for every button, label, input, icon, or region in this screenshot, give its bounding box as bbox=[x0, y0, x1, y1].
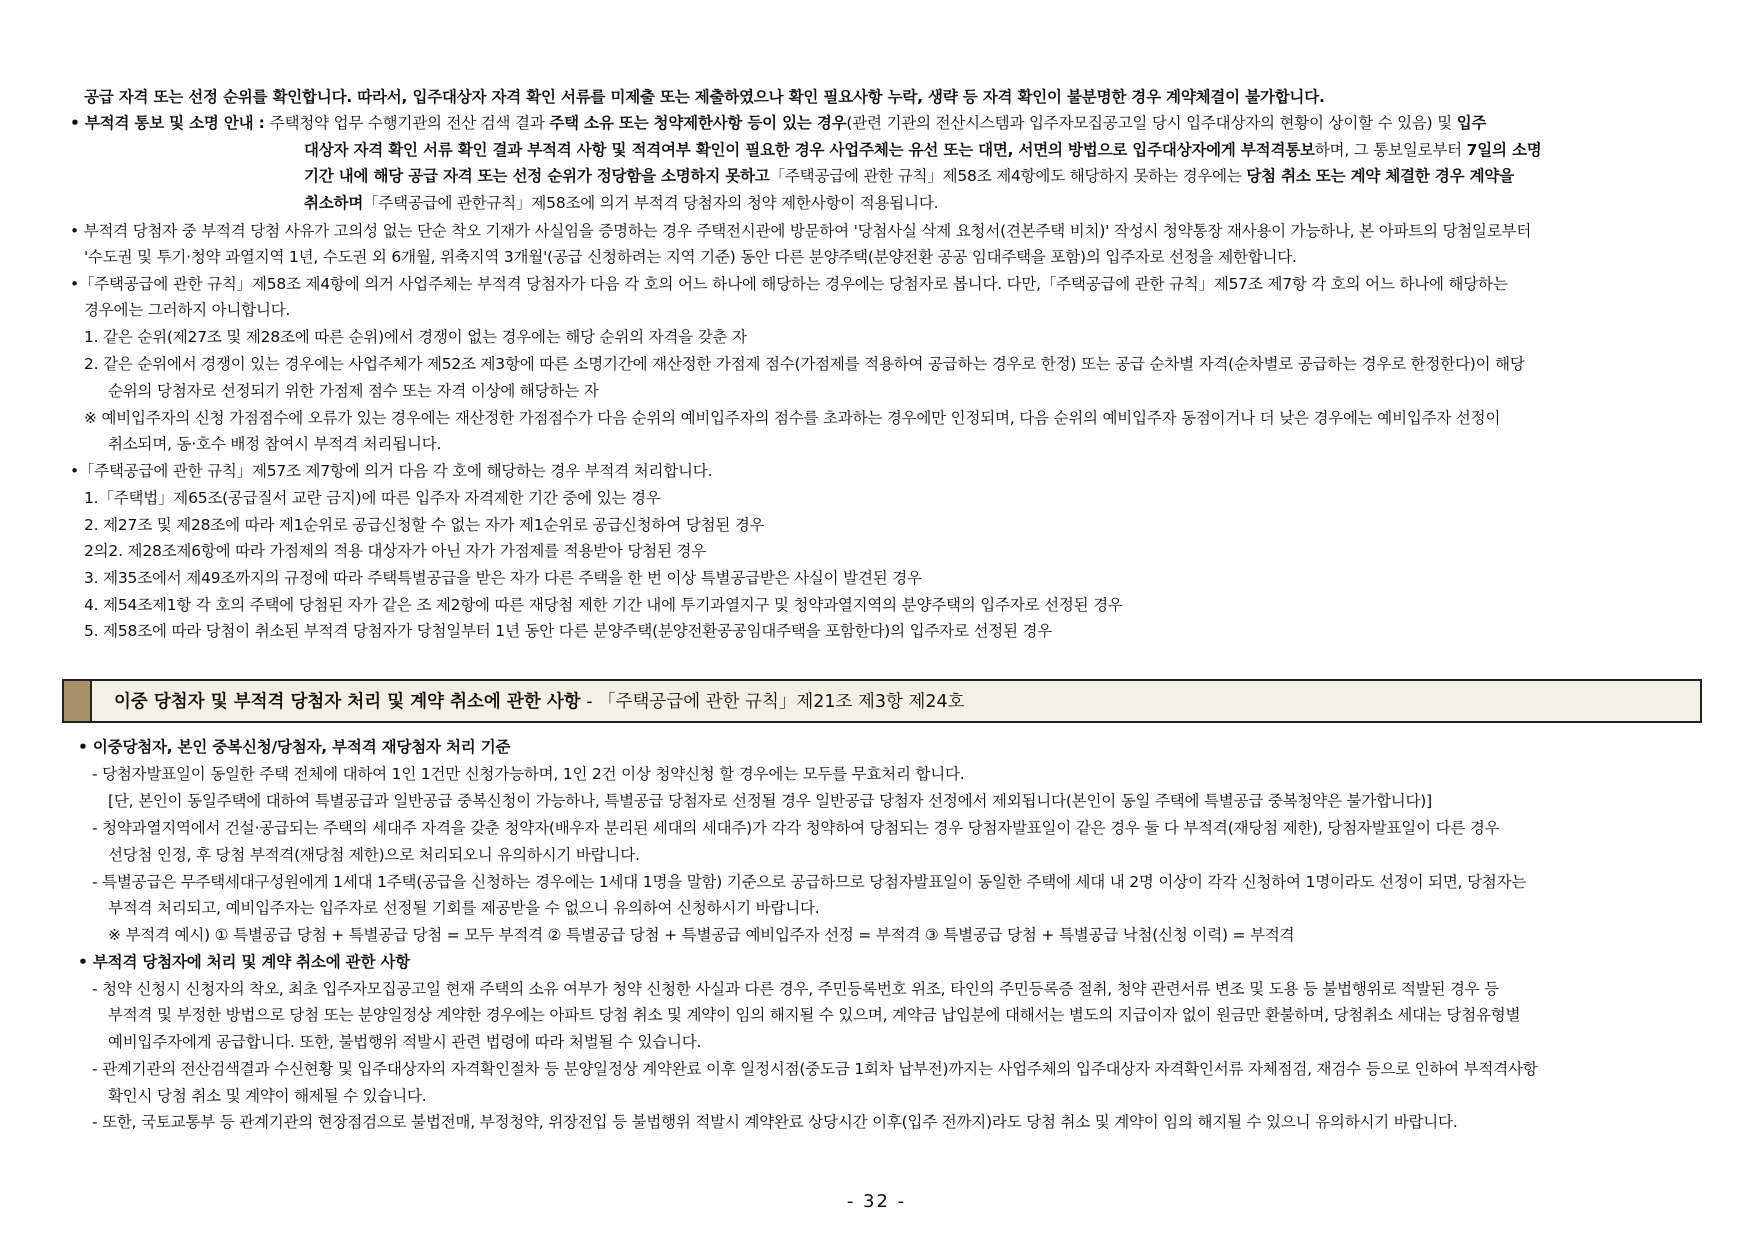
bullet-simple-error: • 부적격 당첨자 중 부적격 당첨 사유가 고의성 없는 단순 착오 기재가 사실임을 증명하는 경우 주택전시관에 방문하여 '당첨사실 삭제 요청서(견본주택 비치)' 작성시 청약통장 재사용이 가능하나, 본 아파트의 당첨일로부터 bbox=[70, 222, 1532, 240]
text-line: '수도권 및 투기·청약 과열지역 1년, 수도권 외 6개월, 위축지역 3개월'(공급 신청하려는 지역 기준) 동안 다른 분양주택(분양전환 공공 임대주택을 포함)의 입주자로 선정을 제한합니다. bbox=[84, 248, 1297, 266]
list-item: 5. 제58조에 따라 당첨이 취소된 부적격 당첨자가 당첨일부터 1년 동안 다른 분양주택(분양전환공공임대주택을 포함한다)의 입주자로 선정된 경우 bbox=[84, 622, 1053, 640]
text-line: 취소하며「주택공급에 관한규칙」제58조에 의거 부적격 당첨자의 청약 제한사항이 적용됩니다. bbox=[304, 194, 939, 212]
bullet-rule-58-4: •「주택공급에 관한 규칙」제58조 제4항에 의거 사업주체는 부적격 당첨자가 다음 각 호의 어느 하나에 해당하는 경우에는 당첨자로 봅니다. 다만,「주택공급에 관한 규칙」제57조 제7항 각 호의 어느 하나에 해당하는 bbox=[70, 275, 1508, 293]
list-item: 1.「주택법」제65조(공급질서 교란 금지)에 따른 입주자 자격제한 기간 중에 있는 경우 bbox=[84, 489, 661, 507]
text-line: 부적격 및 부정한 방법으로 당첨 또는 분양일정상 계약한 경우에는 아파트 당첨 취소 및 계약이 임의 해지될 수 있으며, 계약금 납입분에 대해서는 별도의 지급이자 없이 원금만 환불하며, 당첨취소 세대는 당첨유형별 bbox=[108, 1006, 1521, 1024]
bullet-double-winner-criteria: • 이중당첨자, 본인 중복신청/당첨자, 부적격 재당첨자 처리 기준 bbox=[78, 738, 511, 756]
list-item: 1. 같은 순위(제27조 및 제28조에 따른 순위)에서 경쟁이 없는 경우에는 해당 순위의 자격을 갖춘 자 bbox=[84, 328, 747, 346]
text-line: 순위의 당첨자로 선정되기 위한 가점제 점수 또는 자격 이상에 해당하는 자 bbox=[108, 382, 599, 400]
text-line: 확인시 당첨 취소 및 계약이 해제될 수 있습니다. bbox=[108, 1087, 427, 1105]
dash-item: - 당첨자발표일이 동일한 주택 전체에 대하여 1인 1건만 신청가능하며, 1인 2건 이상 청약신청 할 경우에는 모두를 무효처리 합니다. bbox=[92, 765, 965, 783]
list-item: 3. 제35조에서 제49조까지의 규정에 따라 주택특별공급을 받은 자가 다른 주택을 한 번 이상 특별공급받은 사실이 발견된 경우 bbox=[84, 569, 922, 587]
text-line: 취소되며, 동·호수 배정 참여시 부적격 처리됩니다. bbox=[108, 435, 442, 453]
text-line: [단, 본인이 동일주택에 대하여 특별공급과 일반공급 중복신청이 가능하나, 특별공급 당첨자로 선정될 경우 일반공급 당첨자 선정에서 제외됩니다(본인이 동일 주택에 특별공급 중복청약은 불가합니다)] bbox=[108, 792, 1433, 810]
list-item: 2의2. 제28조제6항에 따라 가점제의 적용 대상자가 아닌 자가 가점제를 적용받아 당첨된 경우 bbox=[84, 542, 707, 560]
bullet-cancellation: • 부적격 당첨자에 처리 및 계약 취소에 관한 사항 bbox=[78, 953, 410, 971]
note-line: ※ 예비입주자의 신청 가점점수에 오류가 있는 경우에는 재산정한 가점점수가 다음 순위의 예비입주자의 점수를 초과하는 경우에만 인정되며, 다음 순위의 예비입주자 동점이거나 더 낮은 경우에는 예비입주자 선정이 bbox=[84, 409, 1501, 427]
list-item: 4. 제54조제1항 각 호의 주택에 당첨된 자가 같은 조 제2항에 따른 재당첨 제한 기간 내에 투기과열지구 및 청약과열지역의 분양주택의 입주자로 선정된 경우 bbox=[84, 596, 1123, 614]
text-line: 예비입주자에게 공급합니다. 또한, 불법행위 적발시 관련 법령에 따라 처벌될 수 있습니다. bbox=[108, 1033, 702, 1051]
dash-item: - 특별공급은 무주택세대구성원에게 1세대 1주택(공급을 신청하는 경우에는 1세대 1명을 말함) 기준으로 공급하므로 당첨자발표일이 동일한 주택에 세대 내 2명 이상이 각각 신청하여 1명이라도 선정이 되면, 당첨자는 bbox=[92, 873, 1527, 891]
dash-item: - 청약과열지역에서 건설·공급되는 주택의 세대주 자격을 갖춘 청약자(배우자 분리된 세대의 세대주)가 각각 청약하여 당첨되는 경우 당첨자발표일이 같은 경우 둘 다 부적격(재당첨 제한), 당첨자발표일이 다른 경우 bbox=[92, 819, 1500, 837]
text-line: 공급 자격 또는 선정 순위를 확인합니다. 따라서, 입주대상자 자격 확인 서류를 미제출 또는 제출하였으나 확인 필요사항 누락, 생략 등 자격 확인이 불분명한 경우 계약체결이 불가합니다. bbox=[84, 88, 1325, 106]
bullet-ineligibility-notice: • 부적격 통보 및 소명 안내 : 주택청약 업무 수행기관의 전산 검색 결과 주택 소유 또는 청약제한사항 등이 있는 경우(관련 기관의 전산시스템과 입주자모집공고일 당시 입주대상자의 현황이 상이할 수 있음) 및 입주 bbox=[70, 114, 1487, 132]
page-number: - 32 - bbox=[846, 1191, 907, 1212]
bullet-rule-57-7: •「주택공급에 관한 규칙」제57조 제7항에 의거 다음 각 호에 해당하는 경우 부적격 처리합니다. bbox=[70, 462, 713, 480]
text-line: 부적격 처리되고, 예비입주자는 입주자로 선정될 기회를 제공받을 수 없으니 유의하여 신청하시기 바랍니다. bbox=[108, 899, 820, 917]
dash-item: - 청약 신청시 신청자의 착오, 최초 입주자모집공고일 현재 주택의 소유 여부가 청약 신청한 사실과 다른 경우, 주민등록번호 위조, 타인의 주민등록증 절취, 청약 관련서류 변조 및 도용 등 불법행위로 적발된 경우 등 bbox=[92, 980, 1500, 998]
dash-item: - 또한, 국토교통부 등 관계기관의 현장점검으로 불법전매, 부정청약, 위장전입 등 불법행위 적발시 계약완료 상당시간 이후(입주 전까지)라도 당첨 취소 및 계약이 임의 해지될 수 있으니 유의하시기 바랍니다. bbox=[92, 1113, 1458, 1131]
dash-item: - 관계기관의 전산검색결과 수신현황 및 입주대상자의 자격확인절차 등 분양일정상 계약완료 이후 일정시점(중도금 1회차 납부전)까지는 사업주체의 입주대상자 자격확인서류 자체점검, 재검수 등으로 인하여 부적격사항 bbox=[92, 1060, 1538, 1078]
section-accent-bar bbox=[64, 681, 92, 721]
text-line: 기간 내에 해당 공급 자격 또는 선정 순위가 정당함을 소명하지 못하고「주택공급에 관한 규칙」제58조 제4항에도 해당하지 못하는 경우에는 당첨 취소 또는 계약 체결한 경우 계약을 bbox=[304, 167, 1514, 185]
section-header bbox=[62, 679, 1702, 723]
text-line: 선당첨 인정, 후 당첨 부적격(재당첨 제한)으로 처리되오니 유의하시기 바랍니다. bbox=[108, 846, 640, 864]
note-line: ※ 부적격 예시) ① 특별공급 당첨 + 특별공급 당첨 = 모두 부적격 ② 특별공급 당첨 + 특별공급 예비입주자 선정 = 부적격 ③ 특별공급 당첨 + 특별공급 낙첨(신청 이력) = 부적격 bbox=[108, 926, 1295, 944]
text-line: 경우에는 그러하지 아니합니다. bbox=[84, 301, 291, 319]
text-line: 대상자 자격 확인 서류 확인 결과 부적격 사항 및 적격여부 확인이 필요한 경우 사업주체는 유선 또는 대면, 서면의 방법으로 입주대상자에게 부적격통보하며, 그 통보일로부터 7일의 소명 bbox=[304, 141, 1542, 159]
list-item: 2. 같은 순위에서 경쟁이 있는 경우에는 사업주체가 제52조 제3항에 따른 소명기간에 재산정한 가점제 점수(가점제를 적용하여 공급하는 경우로 한정) 또는 공급 순차별 자격(순차별로 공급하는 경우로 한정한다)이 해당 bbox=[84, 355, 1525, 373]
section-title: 이중 당첨자 및 부적격 당첨자 처리 및 계약 취소에 관한 사항 - 「주택공급에 관한 규칙」제21조 제3항 제24호 bbox=[114, 692, 965, 712]
list-item: 2. 제27조 및 제28조에 따라 제1순위로 공급신청할 수 없는 자가 제1순위로 공급신청하여 당첨된 경우 bbox=[84, 516, 765, 534]
